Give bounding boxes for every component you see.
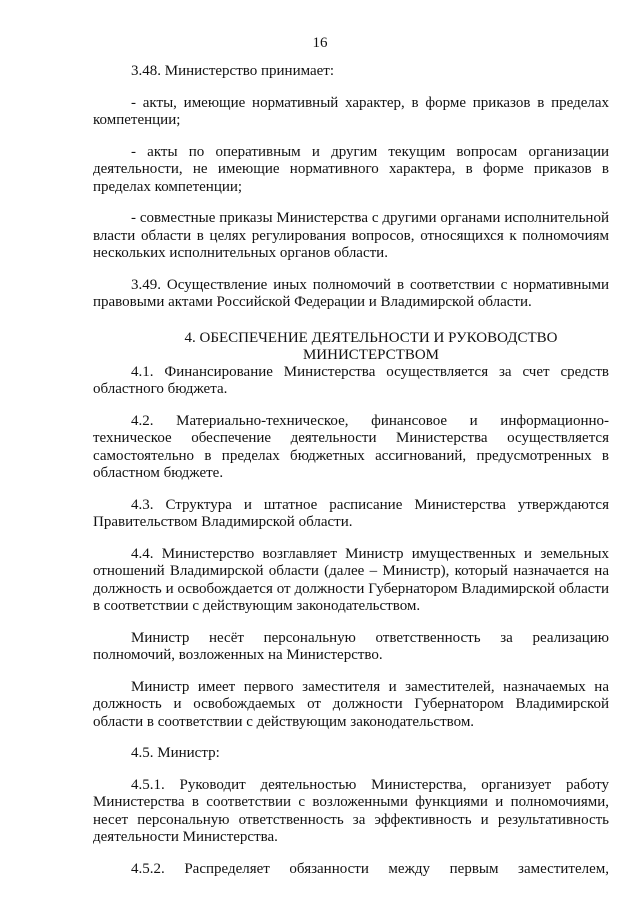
paragraph-acts-normative: - акты, имеющие нормативный характер, в форме приказов в пределах компетенции; <box>93 94 609 128</box>
section-heading <box>93 330 609 364</box>
paragraph-4-2: 4.2. Материально-техническое, финансовое и информационно-техническое обеспечение деятельности Министерства осуществляется самостоятельно в пределах бюджетных ассигнований, предусмотренных в областном бюджете. <box>93 412 609 481</box>
paragraph-3-48: 3.48. Министерство принимает: <box>131 63 335 79</box>
paragraph-3-49: 3.49. Осуществление иных полномочий в соответствии с нормативными правовыми актами Российской Федерации и Владимирской области. <box>93 276 609 310</box>
section-heading-line-2: МИНИСТЕРСТВОМ <box>302 346 440 363</box>
paragraph-minister-deputies: Министр имеет первого заместителя и заместителей, назначаемых на должность и освобождаемых от должности Губернатором Владимирской области в соответствии с действующим законодательством. <box>93 678 609 730</box>
paragraph-4-1: 4.1. Финансирование Министерства осуществляется за счет средств областного бюджета. <box>93 363 609 397</box>
paragraph-joint-orders: - совместные приказы Министерства с другими органами исполнительной власти области в целях регулирования вопросов, относящихся к полномочиям нескольких исполнительных органов области. <box>93 210 609 261</box>
paragraph-4-5-2: 4.5.2. Распределяет обязанности между первым заместителем, <box>131 860 609 877</box>
section-heading-line-1: 4. ОБЕСПЕЧЕНИЕ ДЕЯТЕЛЬНОСТИ И РУКОВОДСТВО <box>184 329 558 346</box>
document-body <box>93 63 609 892</box>
paragraph-4-5: 4.5. Министр: <box>131 745 220 761</box>
page-number: 16 <box>312 35 328 51</box>
paragraph-minister-responsibility: Министр несёт персональную ответственность за реализацию полномочий, возложенных на Министерство. <box>93 629 609 663</box>
paragraph-4-3: 4.3. Структура и штатное расписание Министерства утверждаются Правительством Владимирской области. <box>93 496 609 530</box>
paragraph-acts-operational: - акты по оперативным и другим текущим вопросам организации деятельности, не имеющие нормативного характера, в форме приказов в пределах компетенции; <box>93 143 609 195</box>
paragraph-4-5-1: 4.5.1. Руководит деятельностью Министерства, организует работу Министерства в соответствии с возложенными функциями и полномочиями, несет персональную ответственность за эффективность и результативность деятельности Министерства. <box>93 776 609 845</box>
paragraph-4-4: 4.4. Министерство возглавляет Министр имущественных и земельных отношений Владимирской области (далее – Министр), который назначается на должность и освобождается от должности Губернатором Владимирской области в соответствии с действующим законодательством. <box>93 545 609 614</box>
